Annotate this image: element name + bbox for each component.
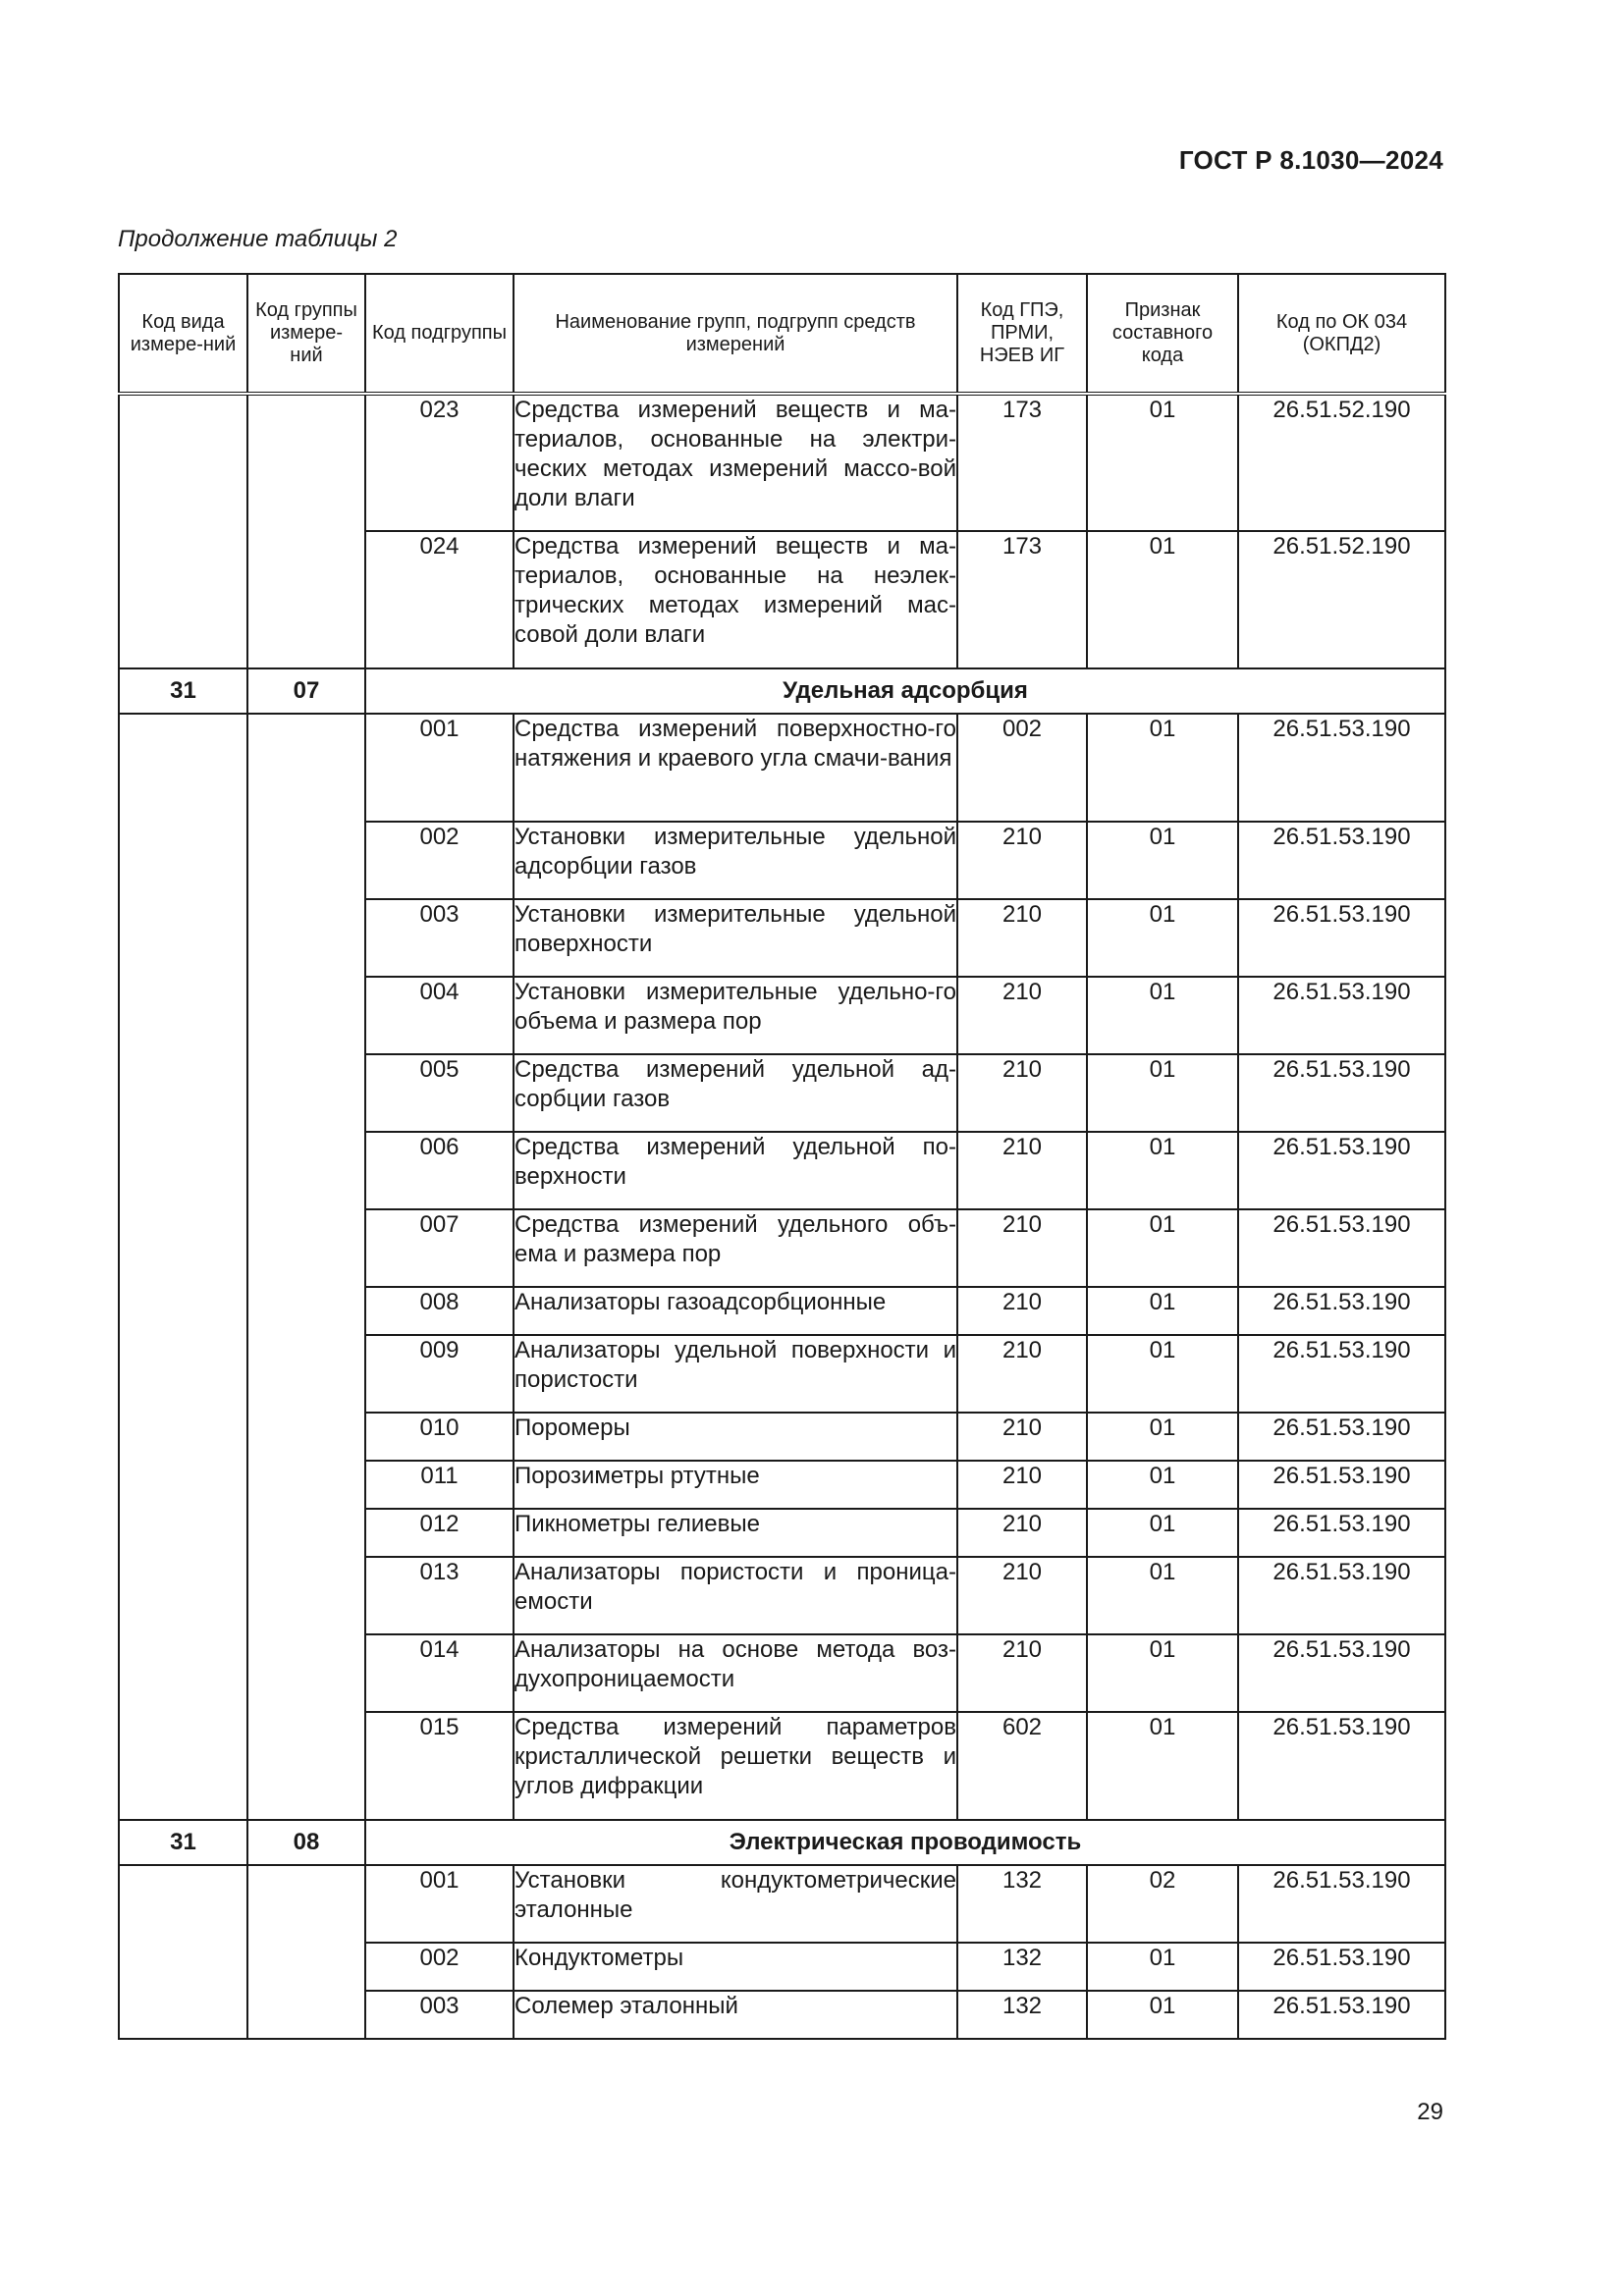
group-code: 08 [247, 1820, 365, 1865]
kind-code-cell [119, 1335, 247, 1413]
group-code-cell [247, 977, 365, 1054]
gpe-code: 210 [957, 1132, 1087, 1209]
okpd2-code: 26.51.53.190 [1238, 1132, 1445, 1209]
kind-code: 31 [119, 668, 247, 714]
group-code-cell [247, 1943, 365, 1991]
column-header: Код ГПЭ, ПРМИ, НЭЕВ ИГ [957, 274, 1087, 394]
table-row [119, 531, 1445, 668]
okpd2-code: 26.51.53.190 [1238, 1865, 1445, 1943]
group-code-cell [247, 1557, 365, 1634]
table-row [119, 714, 1445, 822]
gpe-code: 602 [957, 1712, 1087, 1820]
gpe-code: 132 [957, 1865, 1087, 1943]
block-group-07 [119, 714, 1445, 1820]
gpe-code: 210 [957, 1557, 1087, 1634]
kind-code: 31 [119, 1820, 247, 1865]
subgroup-name: Порозиметры ртутные [514, 1461, 957, 1509]
okpd2-code: 26.51.53.190 [1238, 1209, 1445, 1287]
subgroup-name: Установки кондуктометрические эталонные [514, 1865, 957, 1943]
composite-sign: 01 [1087, 1335, 1238, 1413]
composite-sign: 01 [1087, 1943, 1238, 1991]
classification-table [118, 273, 1446, 2040]
subgroup-name: Средства измерений удельной ад-сорбции газов [514, 1054, 957, 1132]
gpe-code: 210 [957, 977, 1087, 1054]
subgroup-code: 006 [365, 1132, 514, 1209]
group-code-cell [247, 1461, 365, 1509]
group-row [119, 668, 1445, 714]
subgroup-name: Поромеры [514, 1413, 957, 1461]
okpd2-code: 26.51.53.190 [1238, 1991, 1445, 2039]
subgroup-code: 003 [365, 1991, 514, 2039]
group-code-cell [247, 1054, 365, 1132]
table-row [119, 1943, 1445, 1991]
okpd2-code: 26.51.53.190 [1238, 714, 1445, 822]
group-title: Удельная адсорбция [365, 668, 1445, 714]
composite-sign: 01 [1087, 394, 1238, 531]
kind-code-cell [119, 394, 247, 531]
subgroup-code: 013 [365, 1557, 514, 1634]
gpe-code: 210 [957, 1461, 1087, 1509]
kind-code-cell [119, 1991, 247, 2039]
kind-code-cell [119, 1634, 247, 1712]
okpd2-code: 26.51.53.190 [1238, 1461, 1445, 1509]
kind-code-cell [119, 1557, 247, 1634]
subgroup-name: Средства измерений удельной по-верхности [514, 1132, 957, 1209]
table-row [119, 977, 1445, 1054]
page-number: 29 [1417, 2099, 1443, 2125]
column-header: Код вида измере-ний [119, 274, 247, 394]
subgroup-code: 002 [365, 1943, 514, 1991]
table-row [119, 1335, 1445, 1413]
kind-code-cell [119, 1209, 247, 1287]
okpd2-code: 26.51.53.190 [1238, 1335, 1445, 1413]
subgroup-name: Установки измерительные удельной адсорбции газов [514, 822, 957, 899]
group-code-cell [247, 394, 365, 531]
group-code: 07 [247, 668, 365, 714]
subgroup-code: 024 [365, 531, 514, 668]
okpd2-code: 26.51.53.190 [1238, 899, 1445, 977]
table-row [119, 1712, 1445, 1820]
subgroup-name: Установки измерительные удельной поверхности [514, 899, 957, 977]
kind-code-cell [119, 714, 247, 822]
okpd2-code: 26.51.53.190 [1238, 1557, 1445, 1634]
column-header: Код подгруппы [365, 274, 514, 394]
subgroup-code: 008 [365, 1287, 514, 1335]
okpd2-code: 26.51.53.190 [1238, 1287, 1445, 1335]
table-row [119, 822, 1445, 899]
composite-sign: 01 [1087, 1509, 1238, 1557]
column-header: Код по ОК 034 (ОКПД2) [1238, 274, 1445, 394]
gpe-code: 173 [957, 531, 1087, 668]
composite-sign: 01 [1087, 977, 1238, 1054]
gpe-code: 210 [957, 822, 1087, 899]
group-code-cell [247, 1634, 365, 1712]
table-row [119, 1461, 1445, 1509]
subgroup-name: Анализаторы удельной поверхности и пористости [514, 1335, 957, 1413]
group-code-cell [247, 1865, 365, 1943]
gpe-code: 210 [957, 1509, 1087, 1557]
composite-sign: 01 [1087, 714, 1238, 822]
gpe-code: 132 [957, 1991, 1087, 2039]
group-code-cell [247, 1335, 365, 1413]
table-row [119, 1054, 1445, 1132]
group-code-cell [247, 1132, 365, 1209]
subgroup-code: 005 [365, 1054, 514, 1132]
subgroup-name: Средства измерений веществ и ма-териалов, основанные на электри-ческих методах измерений массо-вой доли влаги [514, 394, 957, 531]
gpe-code: 210 [957, 1209, 1087, 1287]
okpd2-code: 26.51.53.190 [1238, 822, 1445, 899]
table-row [119, 1634, 1445, 1712]
column-header: Признак составного кода [1087, 274, 1238, 394]
okpd2-code: 26.51.52.190 [1238, 531, 1445, 668]
subgroup-code: 010 [365, 1413, 514, 1461]
column-header: Код группы измере-ний [247, 274, 365, 394]
kind-code-cell [119, 1132, 247, 1209]
composite-sign: 01 [1087, 822, 1238, 899]
gpe-code: 210 [957, 899, 1087, 977]
subgroup-code: 002 [365, 822, 514, 899]
table-row [119, 1509, 1445, 1557]
table-row [119, 1865, 1445, 1943]
block-group-08 [119, 1865, 1445, 2039]
kind-code-cell [119, 531, 247, 668]
group-08-heading [119, 1820, 1445, 1865]
gpe-code: 173 [957, 394, 1087, 531]
composite-sign: 01 [1087, 1413, 1238, 1461]
okpd2-code: 26.51.53.190 [1238, 977, 1445, 1054]
okpd2-code: 26.51.53.190 [1238, 1054, 1445, 1132]
okpd2-code: 26.51.53.190 [1238, 1943, 1445, 1991]
gpe-code: 210 [957, 1287, 1087, 1335]
kind-code-cell [119, 1712, 247, 1820]
subgroup-name: Анализаторы пористости и проница-емости [514, 1557, 957, 1634]
gpe-code: 210 [957, 1054, 1087, 1132]
table-row [119, 1209, 1445, 1287]
kind-code-cell [119, 1509, 247, 1557]
table-row [119, 1991, 1445, 2039]
composite-sign: 01 [1087, 531, 1238, 668]
composite-sign: 01 [1087, 1461, 1238, 1509]
subgroup-code: 004 [365, 977, 514, 1054]
composite-sign: 01 [1087, 1287, 1238, 1335]
okpd2-code: 26.51.53.190 [1238, 1634, 1445, 1712]
composite-sign: 01 [1087, 1634, 1238, 1712]
subgroup-name: Кондуктометры [514, 1943, 957, 1991]
subgroup-code: 007 [365, 1209, 514, 1287]
kind-code-cell [119, 1943, 247, 1991]
block-group-06-tail [119, 394, 1445, 668]
subgroup-code: 011 [365, 1461, 514, 1509]
column-header: Наименование групп, подгрупп средств измерений [514, 274, 957, 394]
subgroup-name: Средства измерений параметров кристаллической решетки веществ и углов дифракции [514, 1712, 957, 1820]
kind-code-cell [119, 1865, 247, 1943]
subgroup-name: Установки измерительные удельно-го объема и размера пор [514, 977, 957, 1054]
gpe-code: 002 [957, 714, 1087, 822]
composite-sign: 01 [1087, 1991, 1238, 2039]
kind-code-cell [119, 1413, 247, 1461]
subgroup-name: Анализаторы на основе метода воз-духопроницаемости [514, 1634, 957, 1712]
table-row [119, 1557, 1445, 1634]
subgroup-code: 009 [365, 1335, 514, 1413]
gpe-code: 210 [957, 1335, 1087, 1413]
composite-sign: 01 [1087, 1132, 1238, 1209]
composite-sign: 01 [1087, 1209, 1238, 1287]
subgroup-name: Солемер эталонный [514, 1991, 957, 2039]
table-row [119, 1413, 1445, 1461]
gpe-code: 210 [957, 1634, 1087, 1712]
okpd2-code: 26.51.53.190 [1238, 1413, 1445, 1461]
okpd2-code: 26.51.52.190 [1238, 394, 1445, 531]
subgroup-code: 003 [365, 899, 514, 977]
kind-code-cell [119, 899, 247, 977]
kind-code-cell [119, 1287, 247, 1335]
kind-code-cell [119, 1054, 247, 1132]
kind-code-cell [119, 1461, 247, 1509]
table-row [119, 1132, 1445, 1209]
table-caption: Продолжение таблицы 2 [118, 226, 398, 252]
kind-code-cell [119, 822, 247, 899]
subgroup-name: Анализаторы газоадсорбционные [514, 1287, 957, 1335]
group-code-cell [247, 899, 365, 977]
subgroup-code: 023 [365, 394, 514, 531]
gpe-code: 132 [957, 1943, 1087, 1991]
subgroup-code: 001 [365, 1865, 514, 1943]
subgroup-code: 012 [365, 1509, 514, 1557]
okpd2-code: 26.51.53.190 [1238, 1712, 1445, 1820]
composite-sign: 01 [1087, 1557, 1238, 1634]
composite-sign: 02 [1087, 1865, 1238, 1943]
composite-sign: 01 [1087, 1712, 1238, 1820]
group-code-cell [247, 531, 365, 668]
okpd2-code: 26.51.53.190 [1238, 1509, 1445, 1557]
subgroup-name: Средства измерений веществ и ма-териалов, основанные на неэлек-трических методах измерений мас-совой доли влаги [514, 531, 957, 668]
subgroup-name: Пикнометры гелиевые [514, 1509, 957, 1557]
table-row [119, 394, 1445, 531]
kind-code-cell [119, 977, 247, 1054]
subgroup-name: Средства измерений поверхностно-го натяжения и краевого угла смачи-вания [514, 714, 957, 822]
group-code-cell [247, 1413, 365, 1461]
group-code-cell [247, 1712, 365, 1820]
table-header-row [119, 274, 1445, 394]
composite-sign: 01 [1087, 1054, 1238, 1132]
gpe-code: 210 [957, 1413, 1087, 1461]
table-row [119, 899, 1445, 977]
subgroup-code: 014 [365, 1634, 514, 1712]
group-code-cell [247, 822, 365, 899]
group-code-cell [247, 714, 365, 822]
group-code-cell [247, 1991, 365, 2039]
group-07-heading [119, 668, 1445, 714]
standard-code: ГОСТ Р 8.1030—2024 [1178, 145, 1443, 175]
group-row [119, 1820, 1445, 1865]
group-code-cell [247, 1287, 365, 1335]
composite-sign: 01 [1087, 899, 1238, 977]
subgroup-name: Средства измерений удельного объ-ема и размера пор [514, 1209, 957, 1287]
group-title: Электрическая проводимость [365, 1820, 1445, 1865]
table-row [119, 1287, 1445, 1335]
group-code-cell [247, 1509, 365, 1557]
subgroup-code: 015 [365, 1712, 514, 1820]
group-code-cell [247, 1209, 365, 1287]
subgroup-code: 001 [365, 714, 514, 822]
